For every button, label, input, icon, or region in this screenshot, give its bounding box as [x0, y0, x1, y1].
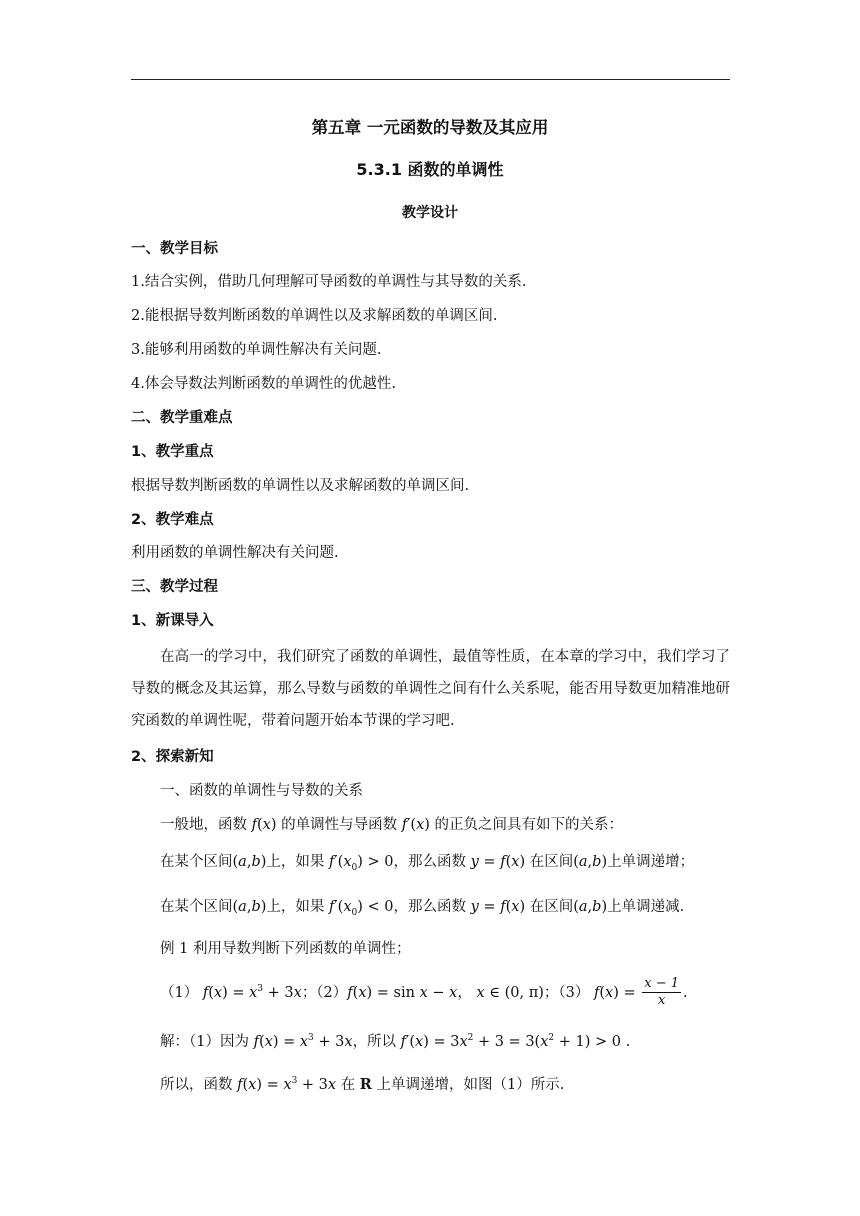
difficulty-text: 利用函数的单调性解决有关问题. [131, 545, 339, 561]
solution-line: 解：（1）因为 $f(x) = x^3 + 3x$，所以 $f'(x) = 3x^2 + 3 = 3(x^2 + 1) > 0$ . [160, 1033, 631, 1050]
subheading-difficulty: 2、教学难点 [131, 512, 214, 528]
focus-text: 根据导数判断函数的单调性以及求解函数的单调区间. [131, 478, 470, 494]
heading-process: 三、教学过程 [131, 579, 218, 595]
doc-title: 教学设计 [402, 205, 458, 221]
subheading-focus: 1、教学重点 [131, 444, 214, 460]
objective-item: 4.体会导数法判断函数的单调性的优越性. [131, 376, 396, 392]
heading-key-points: 二、教学重难点 [131, 410, 233, 426]
decreasing-rule: 在某个区间(a,b)上，如果 $f'(x_0) < 0$，那么函数 y = f(x) 在区间(a,b)上单调递减. [160, 899, 685, 918]
intro-paragraph [131, 641, 730, 737]
section-title: 5.3.1 函数的单调性 [356, 160, 504, 179]
objective-item: 3.能够利用函数的单调性解决有关问题. [131, 342, 382, 358]
objective-item: 2.能根据导数判断函数的单调性以及求解函数的单调区间. [131, 308, 498, 324]
objective-item: 1.结合实例，借助几何理解可导函数的单调性与其导数的关系. [131, 274, 527, 290]
header-rule [131, 79, 730, 80]
subheading-explore: 2、探索新知 [131, 749, 214, 765]
chapter-title: 第五章 一元函数的导数及其应用 [311, 118, 549, 137]
intro-paragraph-text: 在高一的学习中，我们研究了函数的单调性，最值等性质，在本章的学习中，我们学习了导数的概念及其运算，那么导数与函数的单调性之间有什么关系呢，能否用导数更加精准地研究函数的单调性呢，带着问题开始本节课的学习吧. [131, 649, 730, 729]
general-statement: 一般地，函数 f(x) 的单调性与导函数 f′(x) 的正负之间具有如下的关系： [160, 817, 624, 833]
example-items: （1） $f(x) = x^3 + 3x$；（2）f(x) = sin x − x， x ∈ (0, π)；（3） f(x) = $\frac{x - 1}{x}$ . [160, 976, 688, 1009]
topic-heading: 一、函数的单调性与导数的关系 [160, 783, 363, 799]
conclusion-line: 所以，函数 $f(x) = x^3 + 3x$ 在 R 上单调递增，如图（1）所示. [160, 1075, 565, 1093]
increasing-rule: 在某个区间(a,b)上，如果 $f'(x_0) > 0$，那么函数 y = f(x) 在区间(a,b)上单调递增； [160, 854, 695, 873]
subheading-intro: 1、新课导入 [131, 613, 214, 629]
example-title: 例 1 利用导数判断下列函数的单调性； [160, 941, 411, 957]
heading-objectives: 一、教学目标 [131, 241, 218, 257]
